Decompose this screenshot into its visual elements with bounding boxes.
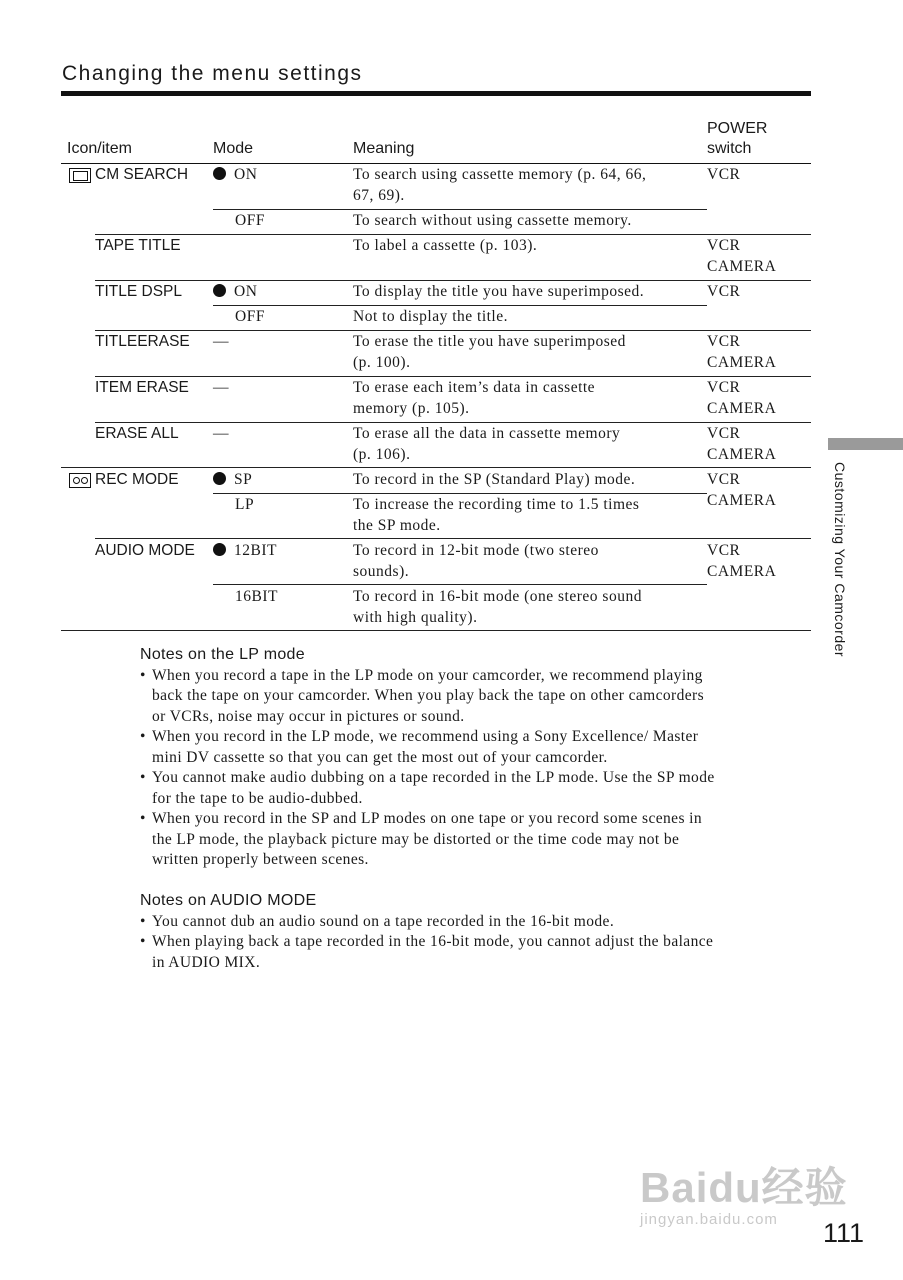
meaning: To record in 16-bit mode (one stereo sound with high quality).	[353, 588, 642, 626]
table-row-item: CM SEARCH	[95, 166, 189, 183]
mode-12bit: 12BIT	[213, 541, 277, 562]
default-dot-icon	[213, 472, 226, 485]
meaning: To search without using cassette memory.	[353, 212, 632, 229]
divider	[95, 330, 811, 331]
mode-sp: SP	[213, 470, 252, 491]
default-dot-icon	[213, 543, 226, 556]
watermark-brand: Baidu经验	[640, 1164, 848, 1211]
notes-audio-mode	[140, 891, 820, 973]
list-item: • You cannot make audio dubbing on a tape recorded in the LP mode. Use the SP mode for the tape to be audio-dubbed.	[140, 768, 820, 809]
table-row-item: ITEM ERASE	[95, 379, 189, 396]
default-dot-icon	[213, 284, 226, 297]
divider	[213, 305, 707, 306]
header-mode: Mode	[213, 140, 254, 157]
table-row-item: TITLEERASE	[95, 333, 190, 350]
meaning: To search using cassette memory (p. 64, 66, 67, 69).	[353, 166, 647, 204]
meaning: Not to display the title.	[353, 308, 508, 325]
notes-lp-mode	[140, 645, 820, 871]
header-meaning: Meaning	[353, 140, 415, 157]
notes-heading: Notes on the LP mode	[140, 646, 305, 663]
list-item: • When you record in the SP and LP modes on one tape or you record some scenes in the LP mode, the playback picture may be distorted or the time code may not be written properly between scenes.	[140, 809, 820, 871]
page-number: 111	[823, 1218, 865, 1248]
mode-on: ON	[213, 165, 257, 186]
mode-off: OFF	[235, 308, 265, 325]
divider	[95, 234, 811, 235]
meaning: To record in the SP (Standard Play) mode.	[353, 471, 636, 488]
power-switch: VCR CAMERA	[707, 237, 777, 275]
meaning: To erase each item’s data in cassette memory (p. 105).	[353, 379, 596, 417]
divider	[61, 467, 811, 468]
list-item: • When you record in the LP mode, we recommend using a Sony Excellence/ Master mini DV cassette so that you can get the most out of your camcorder.	[140, 727, 820, 768]
divider	[95, 280, 811, 281]
mode-off: OFF	[235, 212, 265, 229]
meaning: To record in 12-bit mode (two stereo sounds).	[353, 542, 599, 580]
divider	[213, 209, 707, 210]
meaning: To erase all the data in cassette memory (p. 106).	[353, 425, 621, 463]
table-row-item: ERASE ALL	[95, 425, 179, 442]
watermark-url: jingyan.baidu.com	[640, 1211, 778, 1228]
default-dot-icon	[213, 167, 226, 180]
section-label: Customizing Your Camcorder	[832, 462, 848, 658]
table-row-item: REC MODE	[95, 471, 179, 488]
meaning: To increase the recording time to 1.5 times the SP mode.	[353, 496, 640, 534]
header-power-switch: POWER switch	[707, 120, 768, 157]
notes-heading: Notes on AUDIO MODE	[140, 892, 317, 909]
list-item: • When you record a tape in the LP mode on your camcorder, we recommend playing back the tape on your camcorder. When you play back the tape on other camcorders or VCRs, noise may occur in pictures or sound.	[140, 666, 820, 728]
power-switch: VCR CAMERA	[707, 471, 777, 509]
mode-on: ON	[213, 282, 257, 303]
list-item: • You cannot dub an audio sound on a tape recorded in the 16-bit mode.	[140, 912, 820, 933]
meaning: To erase the title you have superimposed (p. 100).	[353, 333, 626, 371]
tape-icon	[69, 473, 91, 488]
mode: —	[213, 425, 229, 442]
menu-settings-table	[61, 118, 811, 164]
power-switch: VCR	[707, 166, 741, 183]
table-row-item: AUDIO MODE	[95, 542, 195, 559]
divider	[213, 493, 707, 494]
table-bottom-rule	[61, 630, 811, 631]
list-item: • When playing back a tape recorded in the 16-bit mode, you cannot adjust the balance in AUDIO MIX.	[140, 932, 820, 973]
mode: —	[213, 379, 229, 396]
table-header	[61, 118, 811, 164]
power-switch: VCR CAMERA	[707, 379, 777, 417]
page-title: Changing the menu settings	[62, 62, 363, 85]
header-icon-item: Icon/item	[67, 140, 132, 157]
power-switch: VCR	[707, 283, 741, 300]
mode-lp: LP	[235, 496, 255, 513]
mode-16bit: 16BIT	[235, 588, 278, 605]
cassette-memory-icon	[69, 168, 91, 183]
section-tab	[828, 438, 903, 450]
watermark	[640, 1155, 848, 1228]
divider	[95, 376, 811, 377]
table-row-item: TITLE DSPL	[95, 283, 182, 300]
divider	[95, 538, 811, 539]
divider	[213, 584, 707, 585]
power-switch: VCR CAMERA	[707, 542, 777, 580]
mode: —	[213, 333, 229, 350]
meaning: To display the title you have superimposed.	[353, 283, 645, 300]
power-switch: VCR CAMERA	[707, 333, 777, 371]
meaning: To label a cassette (p. 103).	[353, 237, 538, 254]
title-rule	[61, 91, 811, 96]
table-row-item: TAPE TITLE	[95, 237, 181, 254]
divider	[95, 422, 811, 423]
power-switch: VCR CAMERA	[707, 425, 777, 463]
